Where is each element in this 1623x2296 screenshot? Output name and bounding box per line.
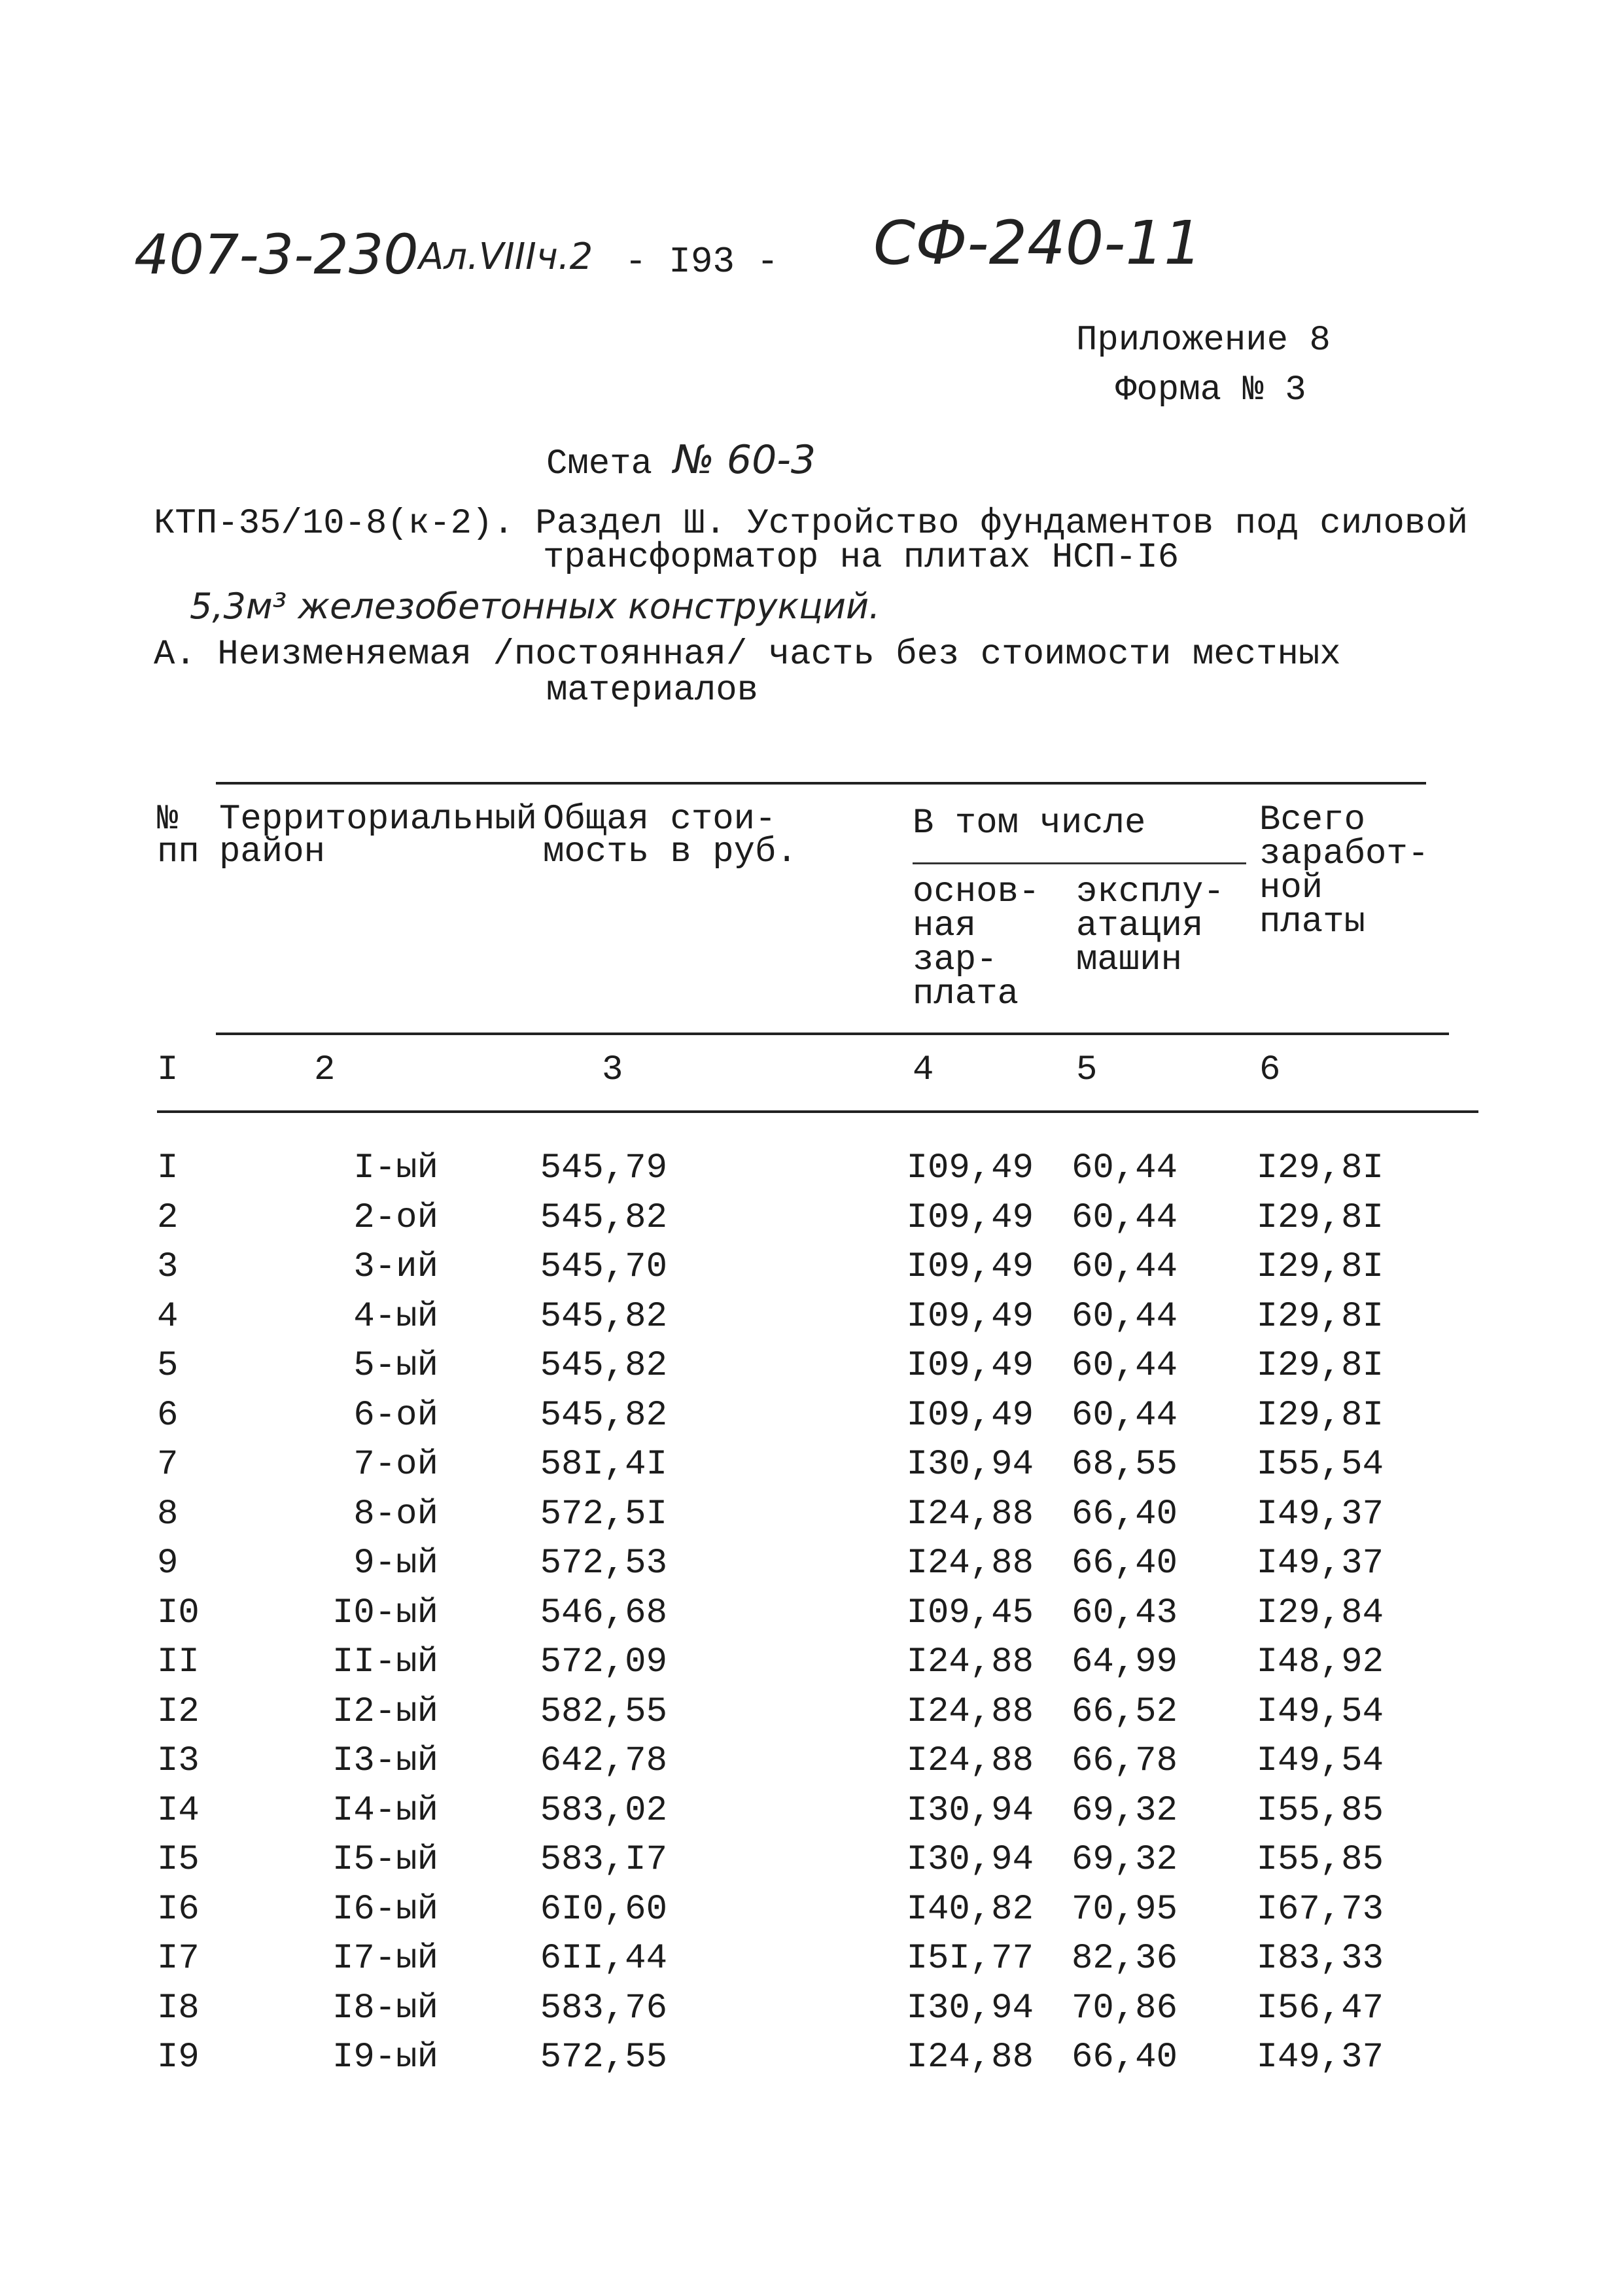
cell-basic-salary: I5I,77: [906, 1939, 1034, 1979]
cell-row-number: 5: [157, 1346, 179, 1386]
cell-machine-operation: 66,40: [1071, 1494, 1178, 1534]
cell-total-wages: I55,85: [1256, 1790, 1384, 1831]
header-col-total-wages: Всего заработ- ной платы: [1259, 800, 1429, 942]
cell-row-number: I2: [157, 1691, 200, 1732]
cell-row-number: I9: [157, 2038, 200, 2077]
cell-total-wages: I29,8I: [1256, 1247, 1384, 1287]
section-a-line-2: материалов: [546, 671, 759, 711]
cell-total-cost: 545,82: [540, 1296, 667, 1337]
cell-basic-salary: I30,94: [906, 1445, 1034, 1485]
cell-total-cost: 572,55: [540, 2038, 667, 2077]
cell-region: I-ый: [353, 1148, 438, 1188]
cell-region: 3-ий: [353, 1247, 438, 1287]
cell-machine-operation: 69,32: [1071, 1840, 1178, 1880]
cell-total-wages: I83,33: [1256, 1939, 1384, 1979]
header-col-basic-salary: основ- ная зар- плата: [913, 872, 1040, 1014]
column-number: I: [157, 1050, 179, 1090]
cell-total-wages: I49,37: [1256, 2038, 1384, 2077]
cell-row-number: 3: [157, 1247, 179, 1287]
section-a-line-1: А. Неизменяемая /постоянная/ часть без стоимости местных: [154, 635, 1341, 675]
cell-row-number: 8: [157, 1494, 179, 1534]
header-bottom-rule: [216, 1033, 1449, 1035]
column-numbers-rule: [157, 1110, 1478, 1113]
cell-total-wages: I56,47: [1256, 1988, 1384, 2028]
cell-machine-operation: 64,99: [1071, 1642, 1178, 1682]
cell-machine-operation: 60,44: [1071, 1296, 1178, 1337]
description-line-1: КТП-35/10-8(к-2). Раздел Ш. Устройство фундаментов под силовой: [154, 504, 1469, 544]
cell-basic-salary: I09,49: [906, 1296, 1034, 1337]
cell-total-wages: I55,85: [1256, 1840, 1384, 1880]
cell-basic-salary: I24,88: [906, 1494, 1034, 1534]
cell-row-number: I4: [157, 1790, 200, 1831]
table-top-rule: [216, 782, 1426, 785]
cell-region: 5-ый: [353, 1346, 438, 1386]
cell-total-cost: 572,09: [540, 1642, 667, 1682]
sheet-code: СФ-240-11: [873, 208, 1202, 278]
estimate-title: [546, 437, 816, 484]
cell-basic-salary: I09,49: [906, 1346, 1034, 1386]
cell-total-wages: I29,8I: [1256, 1346, 1384, 1386]
cell-row-number: 4: [157, 1296, 179, 1337]
cell-row-number: I: [157, 1148, 179, 1188]
cell-total-cost: 545,79: [540, 1148, 667, 1188]
cell-total-wages: I67,73: [1256, 1889, 1384, 1930]
column-number: 4: [913, 1050, 934, 1090]
cell-region: 4-ый: [353, 1296, 438, 1337]
cell-region: I2-ый: [332, 1691, 438, 1732]
cell-row-number: II: [157, 1642, 200, 1682]
cell-basic-salary: I09,49: [906, 1247, 1034, 1287]
cell-region: I9-ый: [332, 2038, 438, 2077]
page-number: - I93 -: [625, 241, 779, 283]
cell-basic-salary: I09,45: [906, 1593, 1034, 1633]
cell-total-cost: 572,53: [540, 1544, 667, 1583]
description-line-2: трансформатор на плитах НСП-I6: [543, 538, 1179, 578]
cell-total-cost: 6I0,60: [540, 1889, 667, 1930]
cell-total-cost: 582,55: [540, 1691, 667, 1732]
document-code: 407-3-230: [134, 222, 419, 287]
form-label: Форма № 3: [1115, 370, 1306, 410]
cell-row-number: I7: [157, 1939, 200, 1979]
cell-row-number: I6: [157, 1889, 200, 1930]
cell-total-wages: I48,92: [1256, 1642, 1384, 1682]
cell-basic-salary: I09,49: [906, 1395, 1034, 1436]
cell-machine-operation: 60,44: [1071, 1346, 1178, 1386]
cell-total-wages: I55,54: [1256, 1445, 1384, 1485]
cell-total-cost: 583,I7: [540, 1840, 667, 1880]
cell-total-cost: 572,5I: [540, 1494, 667, 1534]
cell-row-number: I0: [157, 1593, 200, 1633]
cell-total-cost: 545,70: [540, 1247, 667, 1287]
estimate-number: № 60-3: [673, 437, 816, 483]
cell-machine-operation: 60,44: [1071, 1395, 1178, 1436]
cell-basic-salary: I30,94: [906, 1988, 1034, 2028]
cell-basic-salary: I24,88: [906, 1642, 1034, 1682]
cell-machine-operation: 68,55: [1071, 1445, 1178, 1485]
cell-row-number: 6: [157, 1395, 179, 1436]
column-number: 3: [602, 1050, 623, 1090]
handwritten-volume-note: 5,3м³ железобетонных конструкций.: [190, 586, 881, 627]
cell-row-number: I3: [157, 1741, 200, 1781]
cell-total-cost: 545,82: [540, 1346, 667, 1386]
cell-row-number: 2: [157, 1197, 179, 1238]
cell-basic-salary: I24,88: [906, 1741, 1034, 1781]
cell-region: I8-ый: [332, 1988, 438, 2028]
cell-region: I0-ый: [332, 1593, 438, 1633]
cell-total-wages: I49,54: [1256, 1691, 1384, 1732]
cell-row-number: I8: [157, 1988, 200, 2028]
cell-region: I5-ый: [332, 1840, 438, 1880]
cell-machine-operation: 60,44: [1071, 1197, 1178, 1238]
cell-machine-operation: 70,86: [1071, 1988, 1178, 2028]
cell-total-wages: I49,37: [1256, 1494, 1384, 1534]
cell-total-cost: 6II,44: [540, 1939, 667, 1979]
header-group-including: В том числе: [913, 804, 1146, 843]
cell-total-wages: I49,37: [1256, 1544, 1384, 1583]
cell-region: 8-ой: [353, 1494, 438, 1534]
cell-region: I4-ый: [332, 1790, 438, 1831]
cell-row-number: 9: [157, 1544, 179, 1583]
cell-total-wages: I29,8I: [1256, 1296, 1384, 1337]
header-col-machine-operation: эксплу- атация машин: [1076, 872, 1225, 980]
cell-total-wages: I29,8I: [1256, 1395, 1384, 1436]
cell-total-cost: 546,68: [540, 1593, 667, 1633]
cell-machine-operation: 82,36: [1071, 1939, 1178, 1979]
cell-region: 2-ой: [353, 1197, 438, 1238]
cell-total-wages: I29,8I: [1256, 1197, 1384, 1238]
cell-total-cost: 545,82: [540, 1197, 667, 1238]
appendix-label: Приложение 8: [1076, 321, 1331, 361]
cell-basic-salary: I30,94: [906, 1840, 1034, 1880]
cell-region: 7-ой: [353, 1445, 438, 1485]
cell-basic-salary: I09,49: [906, 1197, 1034, 1238]
header-col-total: Общая стои- мость в руб.: [543, 800, 797, 872]
cell-machine-operation: 66,40: [1071, 2038, 1178, 2077]
cell-machine-operation: 60,44: [1071, 1247, 1178, 1287]
cell-region: II-ый: [332, 1642, 438, 1682]
cell-total-cost: 545,82: [540, 1395, 667, 1436]
cell-total-cost: 583,02: [540, 1790, 667, 1831]
cell-total-wages: I29,84: [1256, 1593, 1384, 1633]
cell-basic-salary: I24,88: [906, 2038, 1034, 2077]
group-subrule: [913, 862, 1246, 864]
cell-machine-operation: 70,95: [1071, 1889, 1178, 1930]
cell-machine-operation: 60,44: [1071, 1148, 1178, 1188]
cell-total-cost: 583,76: [540, 1988, 667, 2028]
cell-machine-operation: 60,43: [1071, 1593, 1178, 1633]
cell-region: 9-ый: [353, 1544, 438, 1583]
cell-region: I6-ый: [332, 1889, 438, 1930]
cell-basic-salary: I24,88: [906, 1544, 1034, 1583]
cell-row-number: I5: [157, 1840, 200, 1880]
cell-region: I7-ый: [332, 1939, 438, 1979]
cell-total-wages: I49,54: [1256, 1741, 1384, 1781]
cell-machine-operation: 66,40: [1071, 1544, 1178, 1583]
cell-total-cost: 642,78: [540, 1741, 667, 1781]
column-number: 6: [1259, 1050, 1281, 1090]
header-col-region: Территориальный район: [219, 800, 538, 872]
cell-total-wages: I29,8I: [1256, 1148, 1384, 1188]
cell-machine-operation: 66,52: [1071, 1691, 1178, 1732]
cell-machine-operation: 66,78: [1071, 1741, 1178, 1781]
column-number: 2: [314, 1050, 336, 1090]
cell-machine-operation: 69,32: [1071, 1790, 1178, 1831]
cell-region: I3-ый: [332, 1741, 438, 1781]
cell-basic-salary: I30,94: [906, 1790, 1034, 1831]
estimate-title-prefix: Смета: [546, 444, 674, 484]
album-code: Ал.VIIIч.2: [419, 236, 593, 278]
cell-row-number: 7: [157, 1445, 179, 1485]
cell-region: 6-ой: [353, 1395, 438, 1436]
cell-basic-salary: I09,49: [906, 1148, 1034, 1188]
cell-total-cost: 58I,4I: [540, 1445, 667, 1485]
cell-basic-salary: I40,82: [906, 1889, 1034, 1930]
header-col-number: № пп: [157, 800, 200, 872]
cell-basic-salary: I24,88: [906, 1691, 1034, 1732]
column-number: 5: [1076, 1050, 1098, 1090]
